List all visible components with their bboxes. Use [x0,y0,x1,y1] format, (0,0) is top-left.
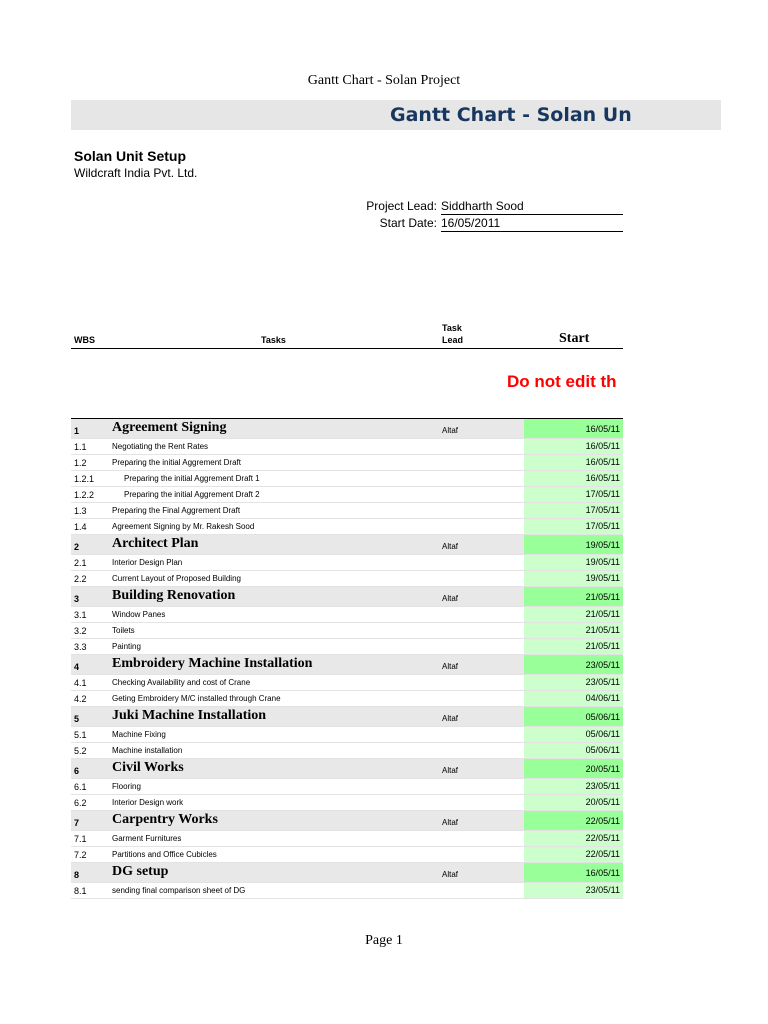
task-row[interactable] [71,455,623,471]
task-row[interactable] [71,471,623,487]
task-row[interactable] [71,571,623,587]
phase-name[interactable]: Civil Works [112,760,184,775]
start-date-cell[interactable]: 21/05/11 [524,623,623,638]
task-name[interactable]: Preparing the initial Aggrement Draft [112,458,241,467]
task-name[interactable]: Interior Design Plan [112,558,183,567]
start-date-cell[interactable]: 23/05/11 [524,883,623,898]
page-header-title: Gantt Chart - Solan Project [307,73,461,88]
start-date-cell[interactable]: 19/05/11 [524,555,623,570]
wbs-cell[interactable]: 1 [74,426,80,436]
banner-title: Gantt Chart - Solan Un [390,104,632,126]
task-table [71,418,623,899]
project-name: Solan Unit Setup [74,148,186,164]
start-date-cell[interactable]: 17/05/11 [524,487,623,502]
wbs-cell[interactable]: 8 [74,870,80,880]
project-lead-label: Project Lead: [366,199,437,213]
task-row[interactable] [71,743,623,759]
phase-name[interactable]: Building Renovation [112,588,236,603]
phase-row[interactable] [71,587,623,607]
start-date-cell[interactable]: 20/05/11 [524,795,623,810]
task-lead-cell[interactable]: Altaf [442,426,459,435]
start-date-cell[interactable]: 05/06/11 [524,727,623,742]
task-name[interactable]: Negotiating the Rent Rates [112,442,209,451]
start-date-cell[interactable]: 22/05/11 [524,847,623,862]
wbs-cell[interactable]: 6 [74,766,80,776]
warning-text: Do not edit th [507,372,617,391]
task-lead-cell[interactable]: Altaf [442,662,459,671]
task-name[interactable]: Window Panes [112,610,166,619]
wbs-cell[interactable]: 1.3 [74,506,87,516]
wbs-cell[interactable]: 7.1 [74,834,87,844]
start-date-cell[interactable]: 22/05/11 [524,811,623,830]
start-date-cell[interactable]: 23/05/11 [524,675,623,690]
start-date-cell[interactable]: 05/06/11 [524,743,623,758]
phase-row[interactable] [71,655,623,675]
phase-row[interactable] [71,863,623,883]
task-row[interactable] [71,691,623,707]
task-name[interactable]: Interior Design work [112,798,184,807]
wbs-cell[interactable]: 3 [74,594,80,604]
wbs-cell[interactable]: 4.1 [74,678,87,688]
start-date-cell[interactable]: 16/05/11 [524,439,623,454]
wbs-cell[interactable]: 1.4 [74,522,87,532]
wbs-cell[interactable]: 5.1 [74,730,87,740]
task-row[interactable] [71,883,623,899]
phase-name[interactable]: Juki Machine Installation [112,708,267,723]
wbs-cell[interactable]: 7.2 [74,850,87,860]
task-lead-cell[interactable]: Altaf [442,818,459,827]
phase-row[interactable] [71,811,623,831]
task-row[interactable] [71,607,623,623]
wbs-cell[interactable]: 2.1 [74,558,87,568]
task-row[interactable] [71,503,623,519]
start-date-cell[interactable]: 23/05/11 [524,779,623,794]
wbs-cell[interactable]: 3.3 [74,642,87,652]
start-date-value[interactable]: 16/05/2011 [441,216,623,232]
col-header-task-lead-line1: Task [442,323,462,333]
wbs-cell[interactable]: 7 [74,818,80,828]
phase-row[interactable] [71,707,623,727]
start-date-cell[interactable]: 17/05/11 [524,519,623,534]
task-row[interactable] [71,623,623,639]
task-name[interactable]: Current Layout of Proposed Building [112,574,241,583]
phase-row[interactable] [71,759,623,779]
phase-name[interactable]: DG setup [112,864,169,879]
wbs-cell[interactable]: 1.2.1 [74,474,95,484]
task-name[interactable]: sending final comparison sheet of DG [112,886,246,895]
start-date-cell[interactable]: 16/05/11 [524,455,623,470]
task-row[interactable] [71,831,623,847]
start-date-label: Start Date: [379,216,437,230]
start-date-cell[interactable]: 21/05/11 [524,587,623,606]
start-date-cell[interactable]: 21/05/11 [524,639,623,654]
phase-name[interactable]: Architect Plan [112,536,199,551]
phase-name[interactable]: Carpentry Works [112,812,218,827]
task-name[interactable]: Preparing the initial Aggrement Draft 2 [124,490,260,499]
task-name[interactable]: Garment Furnitures [112,834,182,843]
wbs-cell[interactable]: 4 [74,662,80,672]
phase-name[interactable]: Embroidery Machine Installation [112,656,313,671]
task-name[interactable]: Geting Embroidery M/C installed through Crane [112,694,281,703]
task-name[interactable]: Preparing the Final Aggrement Draft [112,506,241,515]
task-name[interactable]: Painting [112,642,141,651]
start-date-cell[interactable]: 05/06/11 [524,707,623,726]
task-row[interactable] [71,847,623,863]
task-lead-cell[interactable]: Altaf [442,594,459,603]
task-row[interactable] [71,727,623,743]
task-row[interactable] [71,639,623,655]
col-header-start: Start [559,331,590,346]
task-name[interactable]: Agreement Signing by Mr. Rakesh Sood [112,522,255,531]
task-row[interactable] [71,519,623,535]
start-date-cell[interactable]: 04/06/11 [524,691,623,706]
wbs-cell[interactable]: 2.2 [74,574,87,584]
task-row[interactable] [71,555,623,571]
start-date-cell[interactable]: 17/05/11 [524,503,623,518]
wbs-cell[interactable]: 3.2 [74,626,87,636]
header-divider [71,348,623,349]
project-lead-value[interactable]: Siddharth Sood [441,199,623,215]
phase-row[interactable] [71,419,623,439]
task-name[interactable]: Toilets [112,626,135,635]
task-name[interactable]: Preparing the initial Aggrement Draft 1 [124,474,260,483]
start-date-cell[interactable]: 23/05/11 [524,655,623,674]
start-date-cell[interactable]: 16/05/11 [524,419,623,438]
col-header-task-lead-line2: Lead [442,335,464,345]
task-row[interactable] [71,675,623,691]
wbs-cell[interactable]: 4.2 [74,694,87,704]
task-row[interactable] [71,795,623,811]
start-date-cell[interactable]: 21/05/11 [524,607,623,622]
wbs-cell[interactable]: 6.1 [74,782,87,792]
task-name[interactable]: Machine installation [112,746,183,755]
start-date-cell[interactable]: 22/05/11 [524,831,623,846]
wbs-cell[interactable]: 5 [74,714,80,724]
task-row[interactable] [71,487,623,503]
start-date-cell[interactable]: 16/05/11 [524,863,623,882]
company-name: Wildcraft India Pvt. Ltd. [74,166,198,180]
start-date-cell[interactable]: 19/05/11 [524,535,623,554]
task-lead-cell[interactable]: Altaf [442,870,459,879]
wbs-cell[interactable]: 1.1 [74,442,87,452]
task-row[interactable] [71,439,623,455]
col-header-wbs: WBS [74,335,95,345]
start-date-cell[interactable]: 20/05/11 [524,759,623,778]
task-lead-cell[interactable]: Altaf [442,542,459,551]
task-name[interactable]: Partitions and Office Cubicles [112,850,217,859]
start-date-cell[interactable]: 16/05/11 [524,471,623,486]
task-name[interactable]: Machine Fixing [112,730,166,739]
wbs-cell[interactable]: 5.2 [74,746,87,756]
wbs-cell[interactable]: 3.1 [74,610,87,620]
task-lead-cell[interactable]: Altaf [442,766,459,775]
page-footer: Page 1 [365,933,403,948]
wbs-cell[interactable]: 8.1 [74,886,87,896]
phase-name[interactable]: Agreement Signing [112,420,227,435]
task-name[interactable]: Flooring [112,782,141,791]
title-banner [71,100,721,130]
task-lead-cell[interactable]: Altaf [442,714,459,723]
col-header-tasks: Tasks [261,335,286,345]
wbs-cell[interactable]: 2 [74,542,80,552]
wbs-cell[interactable]: 1.2 [74,458,87,468]
wbs-cell[interactable]: 1.2.2 [74,490,95,500]
start-date-cell[interactable]: 19/05/11 [524,571,623,586]
task-name[interactable]: Checking Availability and cost of Crane [112,678,251,687]
phase-row[interactable] [71,535,623,555]
wbs-cell[interactable]: 6.2 [74,798,87,808]
task-row[interactable] [71,779,623,795]
